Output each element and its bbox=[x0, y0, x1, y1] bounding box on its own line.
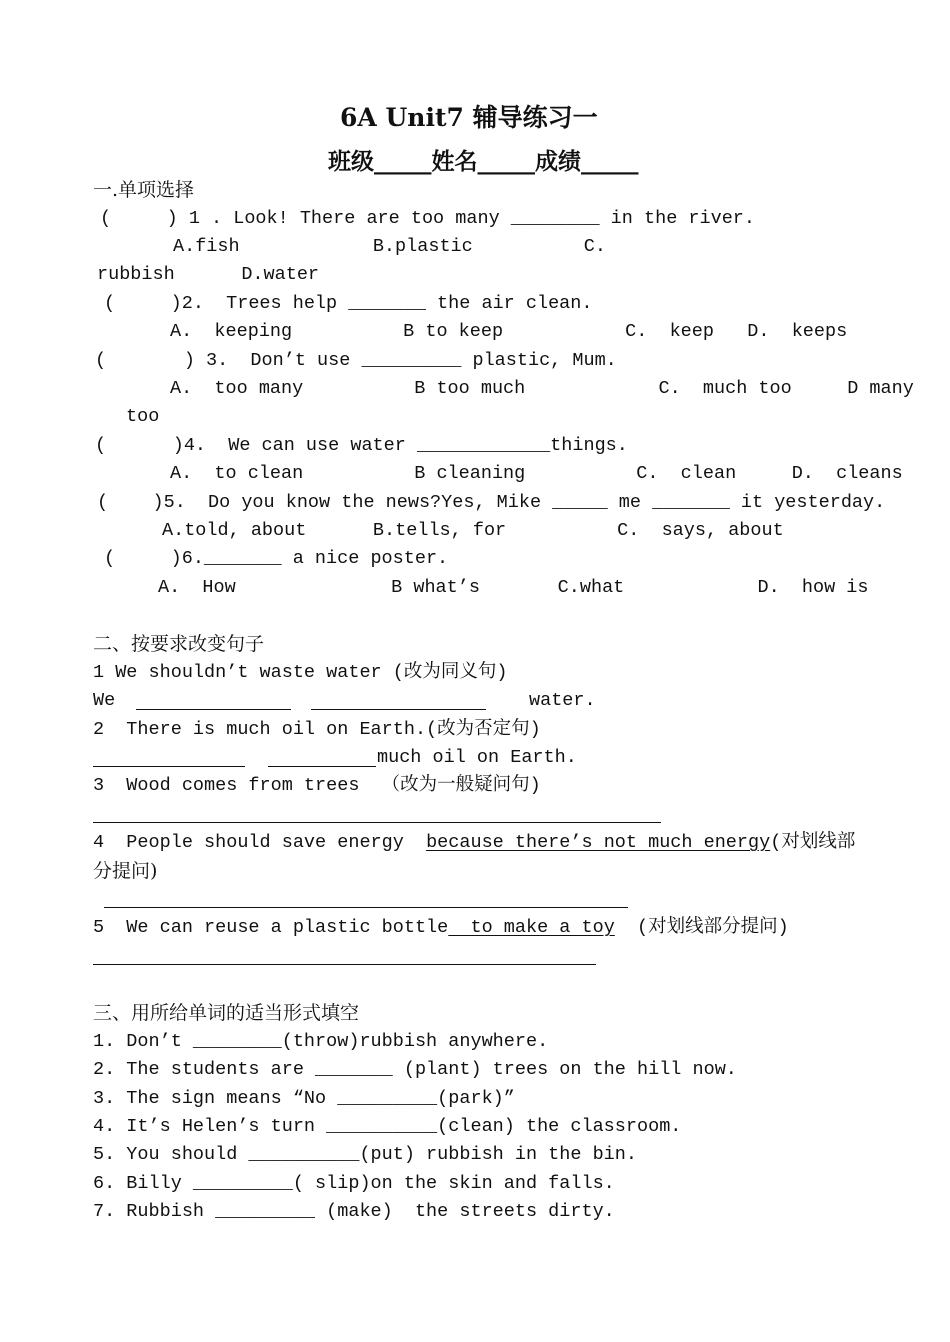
page-title: 6A Unit7 辅导练习一 bbox=[340, 103, 598, 132]
question-1: ( ) 1 . Look! There are too many ________ in the river. bbox=[100, 208, 756, 229]
question-3-options-cont: too bbox=[126, 406, 160, 427]
rewrite-1-prefix: We bbox=[93, 690, 116, 711]
answer-line bbox=[93, 822, 661, 823]
question-3-options: A. too many B too much C. much too D many bbox=[170, 378, 914, 399]
rewrite-4-instruction: (对划线部 bbox=[770, 832, 856, 853]
answer-blank bbox=[311, 709, 486, 710]
rewrite-1-suffix: water. bbox=[529, 690, 596, 711]
question-2-options: A. keeping B to keep C. keep D. keeps bbox=[170, 321, 848, 342]
question-4: ( )4. We can use water ____________things. bbox=[95, 435, 628, 456]
rewrite-2-suffix: much oil on Earth. bbox=[377, 747, 577, 768]
rewrite-5-instruction: (对划线部分提问) bbox=[614, 917, 789, 938]
section-3-heading: 三、用所给单词的适当形式填空 bbox=[93, 1002, 360, 1024]
fill-question-6: 6. Billy _________( slip)on the skin and falls. bbox=[93, 1173, 615, 1194]
question-5: ( )5. Do you know the news?Yes, Mike _____ me _______ it yesterday. bbox=[97, 492, 886, 513]
rewrite-question-4 bbox=[93, 829, 855, 857]
question-2: ( )2. Trees help _______ the air clean. bbox=[104, 293, 593, 314]
fill-question-2: 2. The students are _______ (plant) trees on the hill now. bbox=[93, 1059, 737, 1080]
question-3: ( ) 3. Don’t use _________ plastic, Mum. bbox=[95, 350, 617, 371]
question-1-options-cont: rubbish D.water bbox=[97, 264, 320, 285]
section-2-heading: 二、按要求改变句子 bbox=[93, 633, 265, 655]
answer-line bbox=[104, 907, 628, 908]
rewrite-question-5 bbox=[93, 914, 789, 942]
fill-question-5: 5. You should __________(put) rubbish in the bin. bbox=[93, 1144, 637, 1165]
student-info-line: 班级_____姓名_____成绩_____ bbox=[328, 148, 639, 175]
answer-blank bbox=[93, 766, 245, 767]
answer-blank bbox=[136, 709, 291, 710]
question-1-options: A.fish B.plastic C. bbox=[173, 236, 606, 257]
rewrite-question-3: 3 Wood comes from trees （改为一般疑问句) bbox=[93, 775, 541, 796]
fill-question-1: 1. Don’t ________(throw)rubbish anywhere. bbox=[93, 1031, 549, 1052]
underlined-phrase: to make a toy bbox=[448, 917, 615, 938]
fill-question-4: 4. It’s Helen’s turn __________(clean) the classroom. bbox=[93, 1116, 682, 1137]
rewrite-4-instruction-cont: 分提问) bbox=[93, 860, 158, 882]
question-6: ( )6._______ a nice poster. bbox=[104, 548, 449, 569]
rewrite-question-2: 2 There is much oil on Earth.(改为否定句) bbox=[93, 719, 541, 740]
underlined-phrase: because there’s not much energy bbox=[426, 832, 771, 853]
rewrite-5-text: 5 We can reuse a plastic bottle bbox=[93, 917, 449, 938]
question-5-options: A.told, about B.tells, for C. says, about bbox=[162, 520, 784, 541]
answer-line bbox=[93, 964, 596, 965]
rewrite-question-1: 1 We shouldn’t waste water (改为同义句) bbox=[93, 662, 508, 683]
fill-question-7: 7. Rubbish _________ (make) the streets dirty. bbox=[93, 1201, 615, 1222]
question-4-options: A. to clean B cleaning C. clean D. cleans bbox=[170, 463, 903, 484]
answer-blank bbox=[268, 766, 376, 767]
fill-question-3: 3. The sign means “No _________(park)” bbox=[93, 1088, 515, 1109]
section-1-heading: 一.单项选择 bbox=[93, 179, 195, 201]
rewrite-4-text: 4 People should save energy bbox=[93, 832, 427, 853]
question-6-options: A. How B what’s C.what D. how is bbox=[158, 577, 869, 598]
